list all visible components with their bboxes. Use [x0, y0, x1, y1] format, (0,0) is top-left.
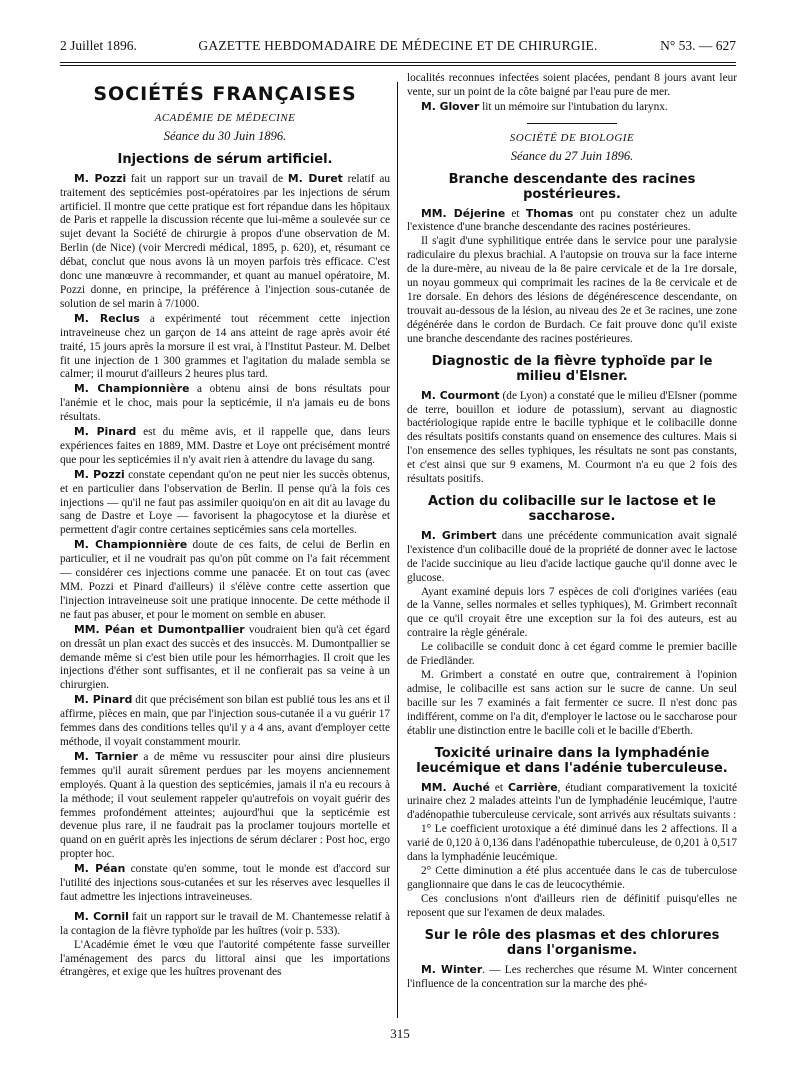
page-number: 315 — [390, 1026, 410, 1041]
article-heading: Toxicité urinaire dans la lymphadénie leucémique et dans l'adénie tuberculeuse. — [416, 745, 728, 776]
paragraph: M. Pozzi constate cependant qu'on ne peut nier les succès obtenus, et en particulier dans l'observation de Berlin. Il pense qu'à la fois ces injections — qu'il ne faut pas assimiler quoiqu'on en ait dit au lavage du sang de Dastre et Loye — favorisent la phagocytose et la diurèse et permettent d'agir contre certaines septicémies sans cela mortelles. — [60, 467, 390, 537]
paragraph: M. Reclus a expérimenté tout récemment cette injection intraveineuse chez un garçon de 14 ans atteint de rage après avoir été traité, 15 jours après la morsure il est vrai, à l'Institut Pasteur. M. Delbet fit une injection de 1 300 grammes et l'agitation du malade sembla se calmer; il mourut d'ailleurs 2 heures plus tard. — [60, 311, 390, 381]
section-title: SOCIÉTÉS FRANÇAISES — [93, 83, 357, 105]
academy-heading: ACADÉMIE DE MÉDECINE — [154, 111, 296, 124]
seance-date: Séance du 27 Juin 1896. — [510, 148, 634, 163]
paragraph: M. Championnière doute de ces faits, de celui de Berlin en particulier, et il ne voudrait pas qu'on pût comme on l'a fait récemment — considérer ces injections comme une panacée. Et on tout cas (avec MM. Pozzi et Pinard d'ailleurs) il s'élève contre cette assertion que l'injection intraveineuse soit une pratique innocente. De cette méthode il ne faut pas abuser, et pour le moment on semble en abuser. — [60, 538, 390, 621]
article-heading: Injections de sérum artificiel. — [117, 151, 333, 167]
paragraph: L'Académie émet le vœu que l'autorité compétente fasse surveiller l'aménagement des parcs du littoral ainsi que les importations étrangères, et exige que les huîtres provenant des — [60, 938, 390, 979]
paragraph: 2° Cette diminution a été plus accentuée dans le cas de tuberculose ganglionnaire que dans le cas de leucocythémie. — [407, 864, 737, 891]
header-journal-title: GAZETTE HEBDOMADAIRE DE MÉDECINE ET DE CHIRURGIE. — [198, 38, 598, 53]
header-issue-number: N° 53. — 627 — [660, 38, 736, 53]
paragraph: M. Cornil fait un rapport sur le travail de M. Chantemesse relatif à la contagion de la fièvre typhoïde par les huîtres (voir p. 533). — [60, 909, 391, 937]
article-heading: Sur le rôle des plasmas et des chlorures dans l'organisme. — [424, 927, 720, 958]
paragraph: M. Grimbert dans une précédente communication avait signalé l'existence d'un colibacille doué de la propriété de donner avec le lactose de l'acide succinique au lieu d'acide lactique gauche qu'il donne avec le glucose. — [407, 528, 738, 584]
article-heading: Diagnostic de la fièvre typhoïde par le milieu d'Elsner. — [431, 353, 713, 384]
paragraph: M. Championnière a obtenu ainsi de bons résultats pour l'anémie et le choc, mais pour la septicémie, il n'a jamais eu de bons résultats. — [60, 382, 390, 424]
paragraph: MM. Auché et Carrière, étudiant comparativement la toxicité urinaire chez 2 malades atteints l'un de lymphadénie leucémique, l'autre d'adénopathie tuberculeuse cervicale, sont arrivés aux résultats suivants : — [407, 780, 737, 822]
paragraph: MM. Déjerine et Thomas ont pu constater chez un adulte l'existence d'une branche descendante des racines postérieures. — [407, 206, 737, 234]
section-separator — [527, 123, 617, 124]
right-column — [407, 72, 737, 991]
society-heading: SOCIÉTÉ DE BIOLOGIE — [509, 131, 635, 144]
column-divider — [397, 82, 398, 1018]
paragraph: M. Pozzi fait un rapport sur un travail de M. Duret relatif au traitement des septicémies post-opératoires par les injections de sérum artificiel. Il montre que cette pratique est fort répandue dans les hôpitaux de Paris et rappelle la discussion récente que lui-même a soulevée sur ce sujet devant la Société de chirurgie à propos d'une observation de M. Berlin (de Nice) (voir Mercredi médical, 1895, p. 620), et, résumant ce débat, conclut que nous avons là un moyen parfois très efficace. C'est donc une manœuvre à recommander, et quant au manuel opératoire, M. Pozzi donne, en principe, la préférence à l'injection sous-cutanée de solution de sel marin à 7/1000. — [60, 171, 390, 310]
header-rule-1 — [60, 62, 736, 63]
paragraph: M. Glover lit un mémoire sur l'intubation du larynx. — [421, 99, 668, 113]
paragraph: Il s'agit d'une syphilitique entrée dans le service pour une paralysie radiculaire du plexus brachial. A l'autopsie on trouva sur la face interne de la dure-mère, au niveau de la 8e paire cervicale et de la 1re dorsale, un noyau gommeux qui comprimait les racines de la 8e cervicale et de 1re dorsale. En dehors des lésions de dégénérescence descendante, on trouvait au-dessous de la lésion, au niveau des 2e et 3e racines, une zone dégénérée dans le cordon de Burdach. Ce fait prouve donc qu'il existe une branche descendante des racines postérieures. — [407, 235, 737, 345]
left-column — [60, 82, 390, 980]
header-date: 2 Juillet 1896. — [60, 38, 137, 53]
header-rule-2 — [60, 65, 736, 66]
paragraph: M. Pinard est du même avis, et il rappelle que, dans leurs expériences faites en 1889, MM. Dastre et Loye ont précisément montré que pour les septicémies il n'y avait rien à attendre du lavage du sang. — [60, 425, 391, 466]
paragraph: Ayant examiné depuis lors 7 espèces de coli d'origines variées (eau de la Vanne, selles normales et selles typhiques), M. Grimbert reconnaît que ce qu'il croyait être une exception sur la foi des auteurs, est au contraire la règle générale. — [407, 585, 737, 640]
paragraph: localités reconnues infectées soient placées, pendant 8 jours avant leur vente, sur un point de la côte baigné par l'eau pure de mer. — [407, 72, 737, 98]
article-heading: Action du colibacille sur le lactose et le saccharose. — [428, 493, 716, 524]
article-heading: Branche descendante des racines postérieures. — [448, 171, 696, 202]
seance-date: Séance du 30 Juin 1896. — [163, 128, 287, 143]
paragraph: MM. Péan et Dumontpallier voudraient bien qu'à cet égard on dressât un plan exact des succès et des insuccès. M. Dumontpallier se demande même si c'est bien utile pour les hémorrhagies. Il croit que les injections d'éther sont suffisantes, et il ne confierait pas sa veine à un chirurgien. — [60, 622, 390, 692]
running-header — [60, 38, 736, 58]
paragraph: M. Courmont (de Lyon) a constaté que le milieu d'Elsner (pomme de terre, bouillon et iodure de potassium), servant au diagnostic bactériologique rapide entre le bacille typhique et le colibacille donne des résultats positifs constants quand on ensemence des cultures. Mais si l'on ensemence des selles typhiques, les résultats ne sont pas constants, et c'est ainsi que sur 9 examens, M. Courmont n'a eu que 2 fois des résultats positifs. — [407, 388, 737, 486]
paragraph: 1° Le coefficient urotoxique a été diminué dans les 2 affections. Il a varié de 0,120 à 0,136 dans l'adénopathie tuberculeuse, de 0,201 à 0,517 dans la lymphadénie leucémique. — [407, 823, 737, 864]
paragraph: M. Pinard dit que précisément son bilan est publié tous les ans et il affirme, pièces en main, que par l'injection sous-cutanée il a vu guérir 17 femmes dans des conditions telles qu'il y a 4 ans, avant d'employer cette méthode, il voyait constamment mourir. — [60, 693, 391, 748]
paragraph: Ces conclusions n'ont d'ailleurs rien de définitif puisqu'elles ne reposent que sur l'examen de deux malades. — [407, 892, 737, 919]
paragraph: M. Winter. — Les recherches que résume M. Winter concernent l'influence de la concentration sur la marche des phé- — [407, 962, 738, 990]
paragraph: M. Tarnier a de même vu ressusciter pour ainsi dire plusieurs femmes qu'il aurait sûrement perdues par les moyens anciennement employés. Quant à la question des septicémies, jamais il n'a eu recours à la méthode; il vout seulement rappeler qu'autrefois on voyait guérir des femmes profondément atteintes; aujourd'hui que la septicémie est devenue plus rare, il ne faudrait pas la proclamer toujours mortelle et quand on en guérit après les injections de sérum déclarer : Post hoc, ergo propter hoc. — [60, 749, 390, 861]
paragraph: M. Grimbert a constaté en outre que, contrairement à l'opinion admise, le colibacille est sans action sur le sucre de canne. Un seul bacille sur les 7 examinés a fait fermenter ce sucre. Il n'est donc pas indifférent, comme on l'a dit, d'employer le lactose ou le saccharose pour établir une distinction entre le bacille coli et le bacille d'Eberth. — [407, 669, 737, 737]
paragraph: M. Péan constate qu'en somme, tout le monde est d'accord sur l'utilité des injections sous-cutanées et sur les réserves avec lesquelles il faut admettre les injections intraveineuses. — [60, 862, 390, 903]
paragraph: Le colibacille se conduit donc à cet égard comme le premier bacille de Friedländer. — [407, 641, 737, 668]
